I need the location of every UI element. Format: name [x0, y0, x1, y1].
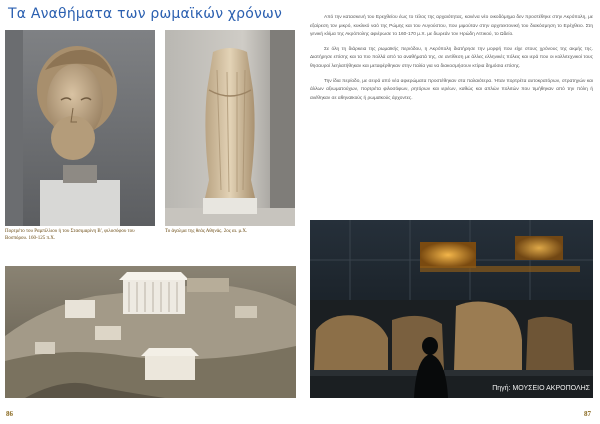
portrait-caption: Πορτρέτο του Ραμπίλλιου ή του Στασιμαρίνη Β', φιλοσόφου του Βοσπόρου. 160-125 π.Χ.: [5, 229, 135, 241]
museum-interior-photo: [310, 220, 593, 398]
athena-caption: Το άγαλμα της θεάς Αθηνάς. 2ος αι. μ.Χ.: [165, 229, 248, 234]
paragraph-3: Την ίδια περίοδο, με σειρά από νέα αφιερώματα προστέθηκαν στα παλαιότερα. Ήταν πορτρέτα αυτοκρατόρων, στρατηγών και άλλων αξιωματούχων, πορτρέτα φιλοσόφων, ρητόρων και ιερέων, καθώς και απλών πολιτών που τιμήθηκαν από την πόλη ή ανέθηκαν σε αθηναϊκούς ή ρωμαϊκούς άρχοντες.: [310, 78, 593, 101]
acropolis-model-image: [5, 266, 296, 398]
acropolis-model-photo: [5, 266, 296, 398]
page-number-right: 87: [584, 410, 591, 418]
text-column: [310, 14, 593, 103]
page-title: Τα Αναθήματα των ρωμαϊκών χρόνων: [8, 6, 282, 22]
athena-statue-photo: [165, 30, 295, 226]
museum-interior-image: [310, 220, 593, 398]
paragraph-1: Από την κατασκευή του Ερεχθείου έως το τέλος της αρχαιότητας, κανένα νέο οικοδόμημα δεν προστέθηκε στην Ακρόπολη, με εξαίρεση τον μικρό, κυκλικό ναό της Ρώμης και του Αυγούστου, που μιμούταν στην αρχιτεκτονική του διακόσμηση το Ερέχθειο. Στη γενική κλίμα της Ακρόπολης αφιέρωσε το 160-170 μ.Χ. με δωρεάν τον Ηρώδη Αττικού, το Ωδείο.: [310, 15, 593, 38]
athena-statue-image: [165, 30, 295, 226]
portrait-bust-image: [5, 30, 155, 226]
portrait-bust-photo: [5, 30, 155, 226]
page-number-left: 86: [6, 410, 13, 418]
museum-source-caption: Πηγή: ΜΟΥΣΕΙΟ ΑΚΡΟΠΟΛΗΣ: [492, 385, 590, 392]
paragraph-2: Σε όλη τη διάρκεια της ρωμαϊκής περιόδου, η Ακρόπολη διατήρησε την μορφή που είχε στους χρόνους της ακμής της. Διατήρησε επίσης και τα πιο πολλά από τα αναθήματά της, σε αντίθεση με άλλες ελληνικές πόλεις και ιερά που οι κολλιτεχνικοί τους θησαυροί λεηλατήθηκαν και μεταφέρθηκαν στην Ιταλία για να διακοσμήσουν κτίρια δημόσια επίσης.: [310, 46, 593, 69]
